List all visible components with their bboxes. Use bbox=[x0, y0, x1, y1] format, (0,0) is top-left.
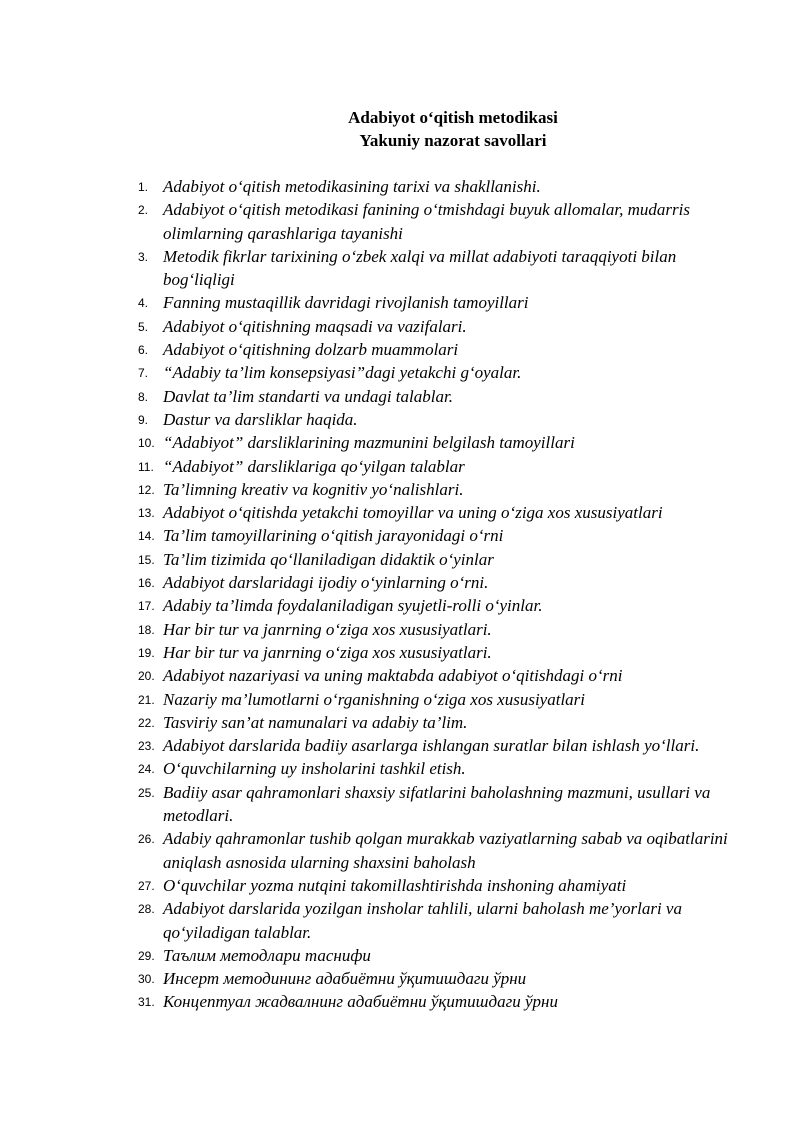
document-title: Adabiyot o‘qitish metodikasi bbox=[348, 108, 558, 127]
question-text: Adabiyot darslarida yozilgan insholar tahlili, ularni baholash me’yorlari va qo‘yiladigan talablar. bbox=[163, 899, 682, 942]
question-text: Таълим методлари таснифи bbox=[163, 945, 371, 965]
question-number: 10. bbox=[138, 436, 155, 451]
list-item bbox=[0, 175, 800, 198]
list-item bbox=[0, 478, 800, 501]
question-text: “Adabiy ta’lim konsepsiyasi”dagi yetakchi g‘oyalar. bbox=[163, 363, 522, 383]
list-item bbox=[0, 501, 800, 524]
list-item bbox=[0, 385, 800, 408]
list-item bbox=[0, 431, 800, 454]
question-number: 19. bbox=[138, 645, 155, 660]
question-number: 11. bbox=[138, 459, 154, 474]
list-item bbox=[0, 874, 800, 897]
list-item bbox=[0, 524, 800, 547]
question-text: Adabiyot o‘qitish metodikasining tarixi va shakllanishi. bbox=[163, 177, 541, 196]
question-number: 9. bbox=[138, 412, 149, 427]
question-text: O‘quvchilarning uy insholarini tashkil etish. bbox=[163, 759, 466, 779]
question-text: Adabiyot o‘qitishda yetakchi tomoyillar va uning o‘ziga xos xususiyatlari bbox=[163, 503, 663, 523]
question-text: Badiiy asar qahramonlari shaxsiy sifatlarini baholashning mazmuni, usullari va metodlari. bbox=[163, 782, 711, 826]
question-number: 31. bbox=[138, 995, 155, 1010]
list-item bbox=[0, 967, 800, 990]
question-number: 26. bbox=[138, 832, 155, 847]
question-number: 29. bbox=[138, 948, 155, 963]
list-item bbox=[0, 571, 800, 594]
question-text: Fanning mustaqillik davridagi rivojlanish tamoyillari bbox=[163, 293, 529, 313]
document-subtitle: Yakuniy nazorat savollari bbox=[359, 131, 547, 150]
question-number: 14. bbox=[138, 529, 155, 544]
list-item bbox=[0, 664, 800, 687]
question-number: 21. bbox=[138, 692, 155, 707]
question-number: 23. bbox=[138, 739, 155, 754]
list-item bbox=[0, 455, 800, 478]
question-text: O‘quvchilar yozma nutqini takomillashtirishda inshoning ahamiyati bbox=[163, 875, 627, 895]
question-text: Adabiyot o‘qitishning dolzarb muammolari bbox=[163, 340, 459, 360]
question-text: “Adabiyot” darsliklarining mazmunini belgilash tamoyillari bbox=[163, 433, 575, 453]
question-text: Adabiy qahramonlar tushib qolgan murakkab vaziyatlarning sabab va oqibatlarini aniqlash asnosida ularning shaxsini baholash bbox=[163, 829, 728, 872]
question-text: Ta’lim tizimida qo‘llaniladigan didaktik o‘yinlar bbox=[163, 549, 494, 569]
list-item bbox=[0, 781, 800, 828]
list-item bbox=[0, 990, 800, 1013]
question-number: 13. bbox=[138, 506, 155, 521]
list-item bbox=[0, 594, 800, 617]
list-item bbox=[0, 688, 800, 711]
list-item bbox=[0, 361, 800, 384]
question-number: 4. bbox=[138, 296, 149, 311]
list-item bbox=[0, 897, 800, 944]
question-text: Ta’limning kreativ va kognitiv yo‘nalishlari. bbox=[163, 479, 464, 499]
question-text: Nazariy ma’lumotlarni o‘rganishning o‘ziga xos xususiyatlari bbox=[163, 689, 586, 709]
list-item bbox=[0, 198, 800, 245]
question-number: 5. bbox=[138, 319, 149, 334]
list-item bbox=[0, 618, 800, 641]
question-number: 12. bbox=[138, 482, 155, 497]
question-number: 6. bbox=[138, 343, 149, 358]
list-item bbox=[0, 641, 800, 664]
question-number: 17. bbox=[138, 599, 155, 614]
list-item bbox=[0, 944, 800, 967]
list-item bbox=[0, 827, 800, 874]
question-number: 30. bbox=[138, 972, 155, 987]
question-text: Adabiyot nazariyasi va uning maktabda adabiyot o‘qitishdagi o‘rni bbox=[163, 666, 623, 686]
question-number: 16. bbox=[138, 576, 155, 591]
list-item bbox=[0, 315, 800, 338]
list-item bbox=[0, 734, 800, 757]
question-list bbox=[0, 175, 800, 1014]
question-text: Ta’lim tamoyillarining o‘qitish jarayonidagi o‘rni bbox=[163, 526, 504, 546]
question-number: 25. bbox=[138, 785, 155, 800]
question-number: 28. bbox=[138, 902, 155, 917]
title-block bbox=[0, 106, 800, 152]
question-text: Adabiyot o‘qitishning maqsadi va vazifalari. bbox=[163, 316, 467, 336]
question-text: Adabiyot o‘qitish metodikasi fanining o‘tmishdagi buyuk allomalar, mudarris olimlarning qarashlariga tayanishi bbox=[163, 200, 690, 243]
question-text: Dastur va darsliklar haqida. bbox=[163, 409, 358, 429]
question-text: Tasviriy san’at namunalari va adabiy ta’lim. bbox=[163, 712, 468, 732]
question-number: 2. bbox=[138, 203, 149, 218]
question-number: 3. bbox=[138, 249, 149, 264]
question-number: 24. bbox=[138, 762, 155, 777]
question-text: Adabiyot darslaridagi ijodiy o‘yinlarning o‘rni. bbox=[163, 573, 489, 593]
question-number: 7. bbox=[138, 366, 149, 381]
list-item bbox=[0, 291, 800, 314]
question-number: 20. bbox=[138, 669, 155, 684]
question-text: Инсерт методининг адабиётни ўқитишдаги ўрни bbox=[163, 969, 527, 989]
list-item bbox=[0, 338, 800, 361]
question-text: Adabiy ta’limda foydalaniladigan syujetli-rolli o‘yinlar. bbox=[163, 596, 543, 616]
question-text: “Adabiyot” darsliklariga qo‘yilgan talablar bbox=[163, 456, 465, 476]
list-item bbox=[0, 757, 800, 780]
question-text: Har bir tur va janrning o‘ziga xos xususiyatlari. bbox=[163, 619, 492, 639]
question-text: Adabiyot darslarida badiiy asarlarga ishlangan suratlar bilan ishlash yo‘llari. bbox=[163, 736, 700, 756]
list-item bbox=[0, 408, 800, 431]
question-text: Metodik fikrlar tarixining o‘zbek xalqi va millat adabiyoti taraqqiyoti bilan bog‘liqligi bbox=[163, 246, 677, 290]
question-number: 22. bbox=[138, 715, 155, 730]
list-item bbox=[0, 245, 800, 292]
question-number: 18. bbox=[138, 622, 155, 637]
question-number: 27. bbox=[138, 878, 155, 893]
question-number: 8. bbox=[138, 389, 149, 404]
question-number: 15. bbox=[138, 552, 155, 567]
list-item bbox=[0, 548, 800, 571]
question-number: 1. bbox=[138, 180, 149, 194]
question-text: Har bir tur va janrning o‘ziga xos xususiyatlari. bbox=[163, 642, 492, 662]
list-item bbox=[0, 711, 800, 734]
question-text: Davlat ta’lim standarti va undagi talablar. bbox=[163, 386, 453, 406]
question-text: Концептуал жадвалнинг адабиётни ўқитишдаги ўрни bbox=[163, 992, 558, 1012]
